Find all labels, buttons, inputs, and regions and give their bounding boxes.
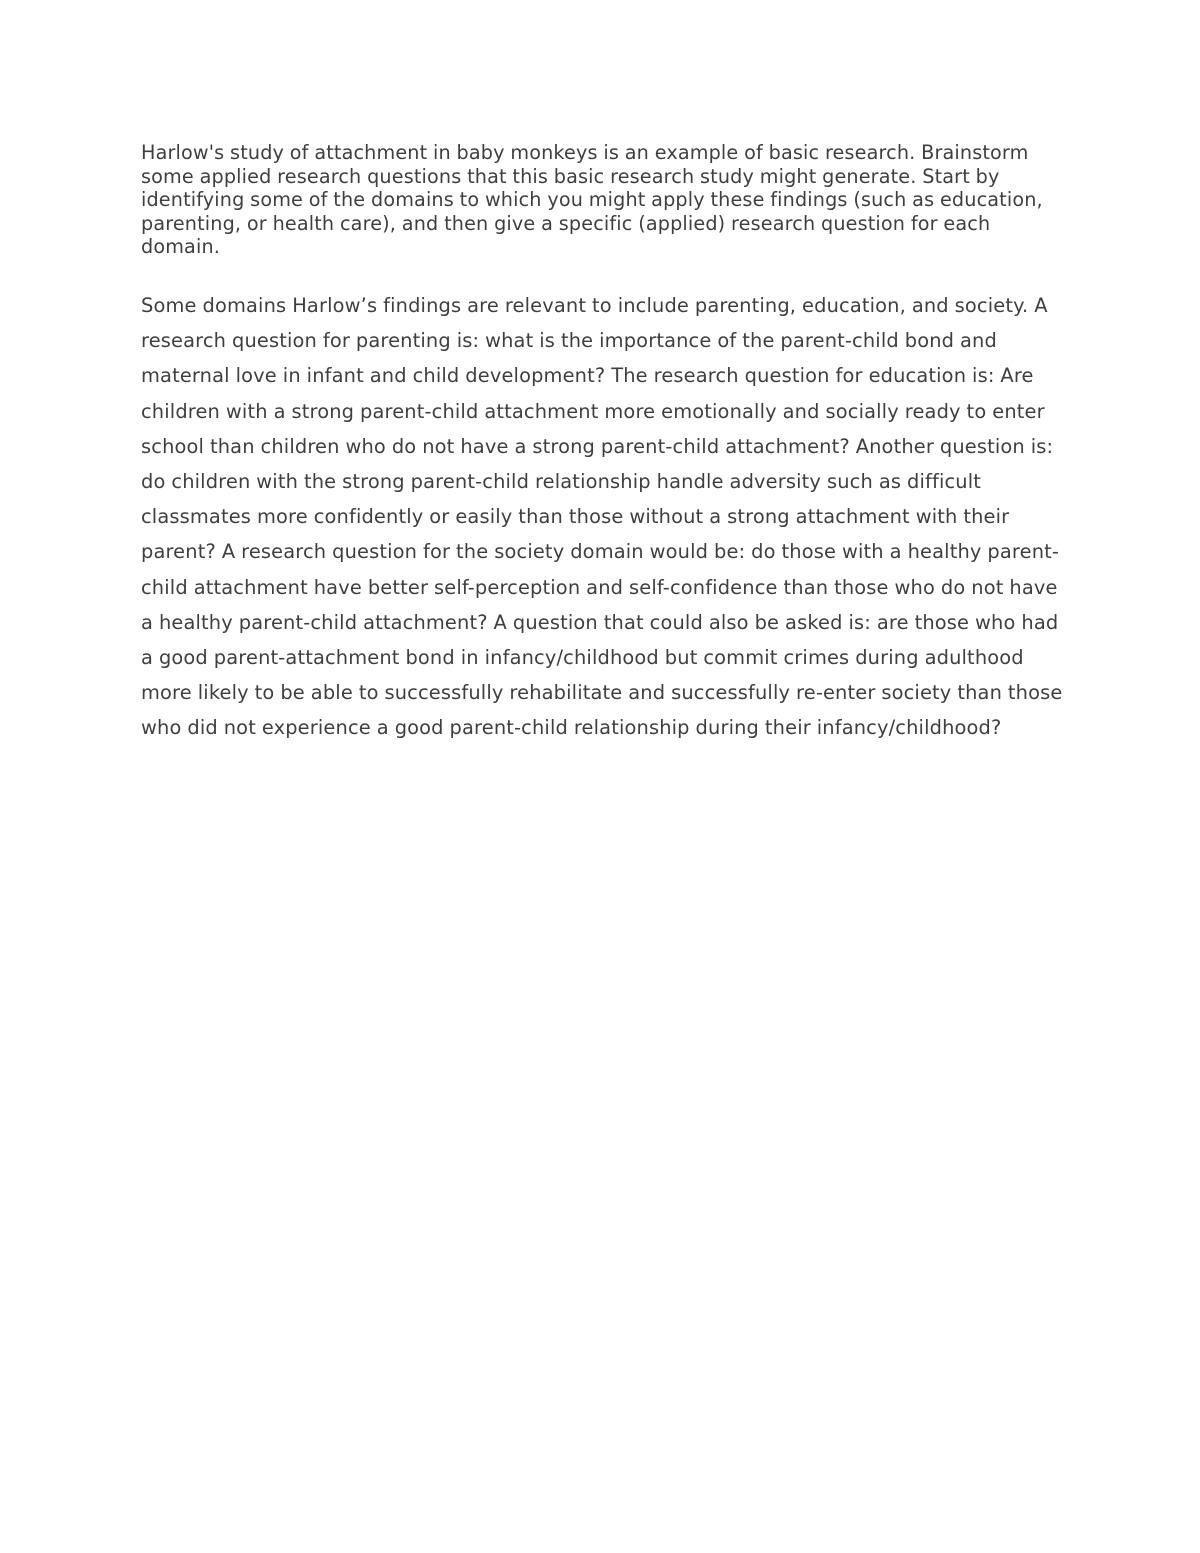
document-body <box>141 141 1066 746</box>
response-paragraph: Some domains Harlow’s findings are relevant to include parenting, education, and society. A research question for parenting is: what is the importance of the parent-child bond and maternal love in infant and child development? The research question for education is: Are children with a strong parent-child attachment more emotionally and socially ready to enter school than children who do not have a strong parent-child attachment? Another question is: do children with the strong parent-child relationship handle adversity such as difficult classmates more confidently or easily than those without a strong attachment with their parent? A research question for the society domain would be: do those with a healthy parent-child attachment have better self-perception and self-confidence than those who do not have a healthy parent-child attachment? A question that could also be asked is: are those who had a good parent-attachment bond in infancy/childhood but commit crimes during adulthood more likely to be able to successfully rehabilitate and successfully re-enter society than those who did not experience a good parent-child relationship during their infancy/childhood? <box>141 293 1063 740</box>
assignment-prompt: Harlow's study of attachment in baby monkeys is an example of basic research. Brainstorm some applied research questions that this basic research study might generate. Start by identifying some of the domains to which you might apply these findings (such as education, parenting, or health care), and then give a specific (applied) research question for each domain. <box>141 141 1043 259</box>
